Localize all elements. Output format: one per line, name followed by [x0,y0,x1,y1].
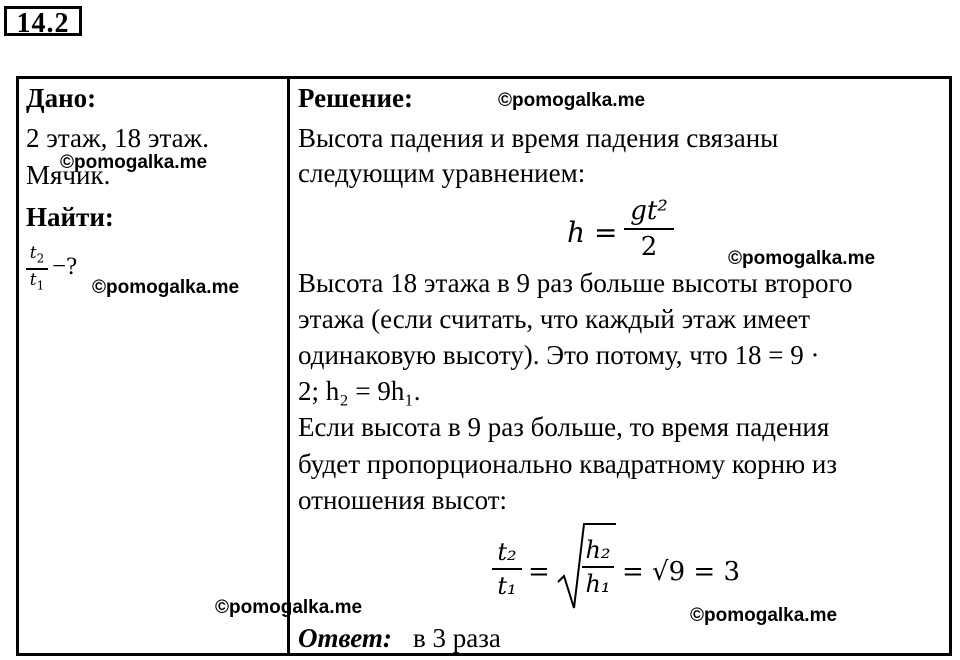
solution-line-6: 2; h₂ = 9h₁. [298,376,421,406]
formula2-eq1: = [528,557,550,587]
formula2-rest: = √9 = 3 [622,557,741,587]
find-question: −? [52,253,78,280]
formula1-num: gt² [630,196,668,226]
solution-heading: Решение: [298,83,413,113]
answer-label: Ответ: [298,623,392,653]
watermark: ©pomogalka.me [215,597,363,618]
find-num-sub: 2 [36,251,45,266]
formula2-radicand-fraction [582,534,614,600]
answer-text: в 3 раза [413,623,501,653]
solution-line-9: отношения высот: [298,485,508,515]
find-heading-text: Найти: [26,202,114,232]
formula2-rad-num: h₂ [585,536,611,564]
solution-line-1: Высота падения и время падения связаны [298,123,779,153]
watermark: ©pomogalka.me [60,152,208,173]
watermark: ©pomogalka.me [92,277,240,298]
solution-line-7: Если высота в 9 раз больше, то время падения [298,412,830,442]
solution-line-5: одинаковую высоту). Это потому, что 18 = 9 · [298,340,820,370]
solution-line-2: следующим уравнением: [298,158,586,188]
formula1-eq: = [594,216,618,249]
given-object: Мячик. [26,160,111,190]
find-den-var: t [29,270,37,291]
solution-line-3: Высота 18 этажа в 9 раз больше высоты второго [298,268,853,298]
formula2-lhs-den: t₁ [497,572,517,600]
formula2-lhs-num: t₂ [497,538,517,566]
given-floors: 2 этаж, 18 этаж. [26,123,209,153]
formula2-lhs-fraction [492,536,522,602]
watermark: ©pomogalka.me [690,605,838,626]
solution-line-4: этажа (если считать, что каждый этаж имеет [298,304,810,334]
formula1-fraction [624,194,674,264]
find-num-var: t [29,243,37,263]
watermark: ©pomogalka.me [498,90,646,111]
given-heading: Дано: [26,83,97,113]
solution-line-8: будет пропорционально квадратному корню из [298,449,838,479]
problem-number: 14.2 [4,6,82,36]
formula1-den: 2 [640,232,658,262]
watermark: ©pomogalka.me [728,248,876,269]
find-fraction [26,243,48,296]
formula1-lhs: h [567,216,586,249]
column-divider [287,76,290,656]
formula2-rad-den: h₁ [585,570,611,598]
find-den-sub: 1 [36,278,45,293]
